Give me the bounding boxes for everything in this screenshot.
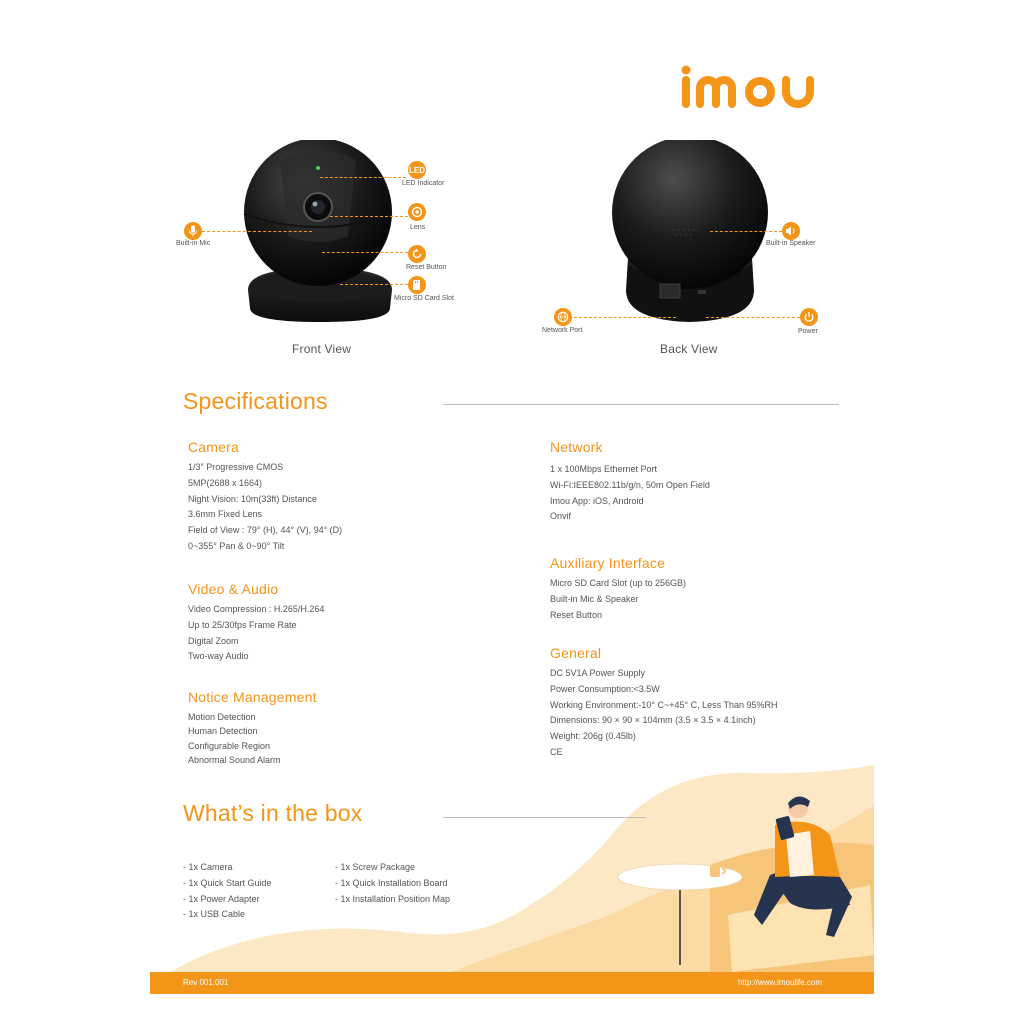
list-item: Micro SD Card Slot (up to 256GB) xyxy=(550,578,687,588)
front-view-caption: Front View xyxy=(292,342,352,356)
list-item: - 1x Screw Package xyxy=(335,862,416,872)
whats-in-the-box-rule xyxy=(443,817,646,818)
specifications-title: Specifications xyxy=(183,388,328,414)
built-in-mic-label: Built-in Mic xyxy=(176,240,211,247)
list-item: Built-in Mic & Speaker xyxy=(550,593,639,604)
website-link[interactable]: http://www.imoulife.com xyxy=(737,978,822,987)
list-item: Field of View : 79° (H), 44° (V), 94° (D) xyxy=(188,525,343,536)
camera-heading: Camera xyxy=(188,439,239,455)
reset-button-label: Reset Button xyxy=(406,264,447,271)
general-heading: General xyxy=(550,645,602,661)
list-item: Working Environment:-10° C~+45° C, Less Than 95%RH xyxy=(550,699,778,710)
microphone-icon xyxy=(184,222,202,240)
video-audio-heading: Video & Audio xyxy=(188,581,279,597)
list-item: - 1x Quick Start Guide xyxy=(183,877,272,888)
camera-spec-list xyxy=(188,460,342,555)
reset-icon xyxy=(408,245,426,263)
network-port-label: Network Port xyxy=(542,327,583,334)
list-item: Weight: 206g (0.45lb) xyxy=(550,731,636,742)
list-item: Digital Zoom xyxy=(188,635,239,646)
list-item: 3.6mm Fixed Lens xyxy=(188,509,263,520)
box-contents-list-col2 xyxy=(335,860,450,907)
notice-management-spec-list xyxy=(188,710,281,767)
list-item: Imou App: iOS, Android xyxy=(550,495,644,506)
sd-card-icon xyxy=(408,276,426,294)
list-item: Onvif xyxy=(550,511,572,522)
list-item: Configurable Region xyxy=(188,740,271,751)
list-item: Video Compression : H.265/H.264 xyxy=(188,604,325,614)
list-item: Abnormal Sound Alarm xyxy=(188,754,281,765)
lens-label: Lens xyxy=(410,224,426,231)
list-item: DC 5V1A Power Supply xyxy=(550,668,646,678)
built-in-speaker-label: Built-in Speaker xyxy=(766,240,816,247)
list-item: Power Consumption:<3.5W xyxy=(550,683,660,694)
list-item: - 1x Installation Position Map xyxy=(335,893,451,904)
list-item: - 1x Camera xyxy=(183,862,233,872)
list-item: Wi-Fi:IEEE802.11b/g/n, 50m Open Field xyxy=(550,479,710,490)
list-item: 1 x 100Mbps Ethernet Port xyxy=(550,464,658,474)
video-audio-spec-list xyxy=(188,602,324,665)
list-item: 5MP(2688 x 1664) xyxy=(188,477,263,488)
list-item: Human Detection xyxy=(188,726,258,737)
auxiliary-interface-heading: Auxiliary Interface xyxy=(550,555,666,571)
speaker-icon xyxy=(782,222,800,240)
specifications-rule xyxy=(443,404,839,405)
list-item: - 1x Power Adapter xyxy=(183,893,260,904)
micro-sd-label: Micro SD Card Slot xyxy=(394,295,454,302)
list-item: - 1x USB Cable xyxy=(183,909,246,920)
globe-icon xyxy=(554,308,572,326)
list-item: 1/3″ Progressive CMOS xyxy=(188,462,284,472)
led-indicator-label: LED Indicator xyxy=(402,180,445,187)
power-icon xyxy=(800,308,818,326)
front-view-camera-image xyxy=(240,140,400,325)
list-item: Reset Button xyxy=(550,609,603,620)
led-icon: LED xyxy=(408,161,426,179)
list-item: 0~355° Pan & 0~90° Tilt xyxy=(188,540,285,551)
power-label: Power xyxy=(798,328,818,335)
list-item: Night Vision: 10m(33ft) Distance xyxy=(188,493,317,504)
box-contents-list-col1 xyxy=(183,860,272,923)
back-view-caption: Back View xyxy=(660,342,718,356)
general-spec-list xyxy=(550,666,777,761)
back-view-camera-image xyxy=(610,140,770,325)
imou-logo xyxy=(680,64,840,110)
list-item: - 1x Quick Installation Board xyxy=(335,877,448,888)
notice-management-heading: Notice Management xyxy=(188,689,317,705)
whats-in-the-box-title: What’s in the box xyxy=(183,800,363,826)
list-item: Dimensions: 90 × 90 × 104mm (3.5 × 3.5 × 4.1inch) xyxy=(550,715,756,726)
auxiliary-interface-spec-list xyxy=(550,576,686,623)
list-item: Motion Detection xyxy=(188,712,256,722)
revision-label: Rev 001.001 xyxy=(183,978,229,987)
list-item: Two-way Audio xyxy=(188,651,249,662)
footer-bar xyxy=(150,972,874,994)
network-spec-list xyxy=(550,462,710,525)
list-item: CE xyxy=(550,746,563,757)
datasheet-page xyxy=(150,30,874,995)
list-item: Up to 25/30fps Frame Rate xyxy=(188,619,297,630)
network-heading: Network xyxy=(550,439,603,455)
logo-text: imou xyxy=(680,64,683,65)
lens-icon xyxy=(408,203,426,221)
